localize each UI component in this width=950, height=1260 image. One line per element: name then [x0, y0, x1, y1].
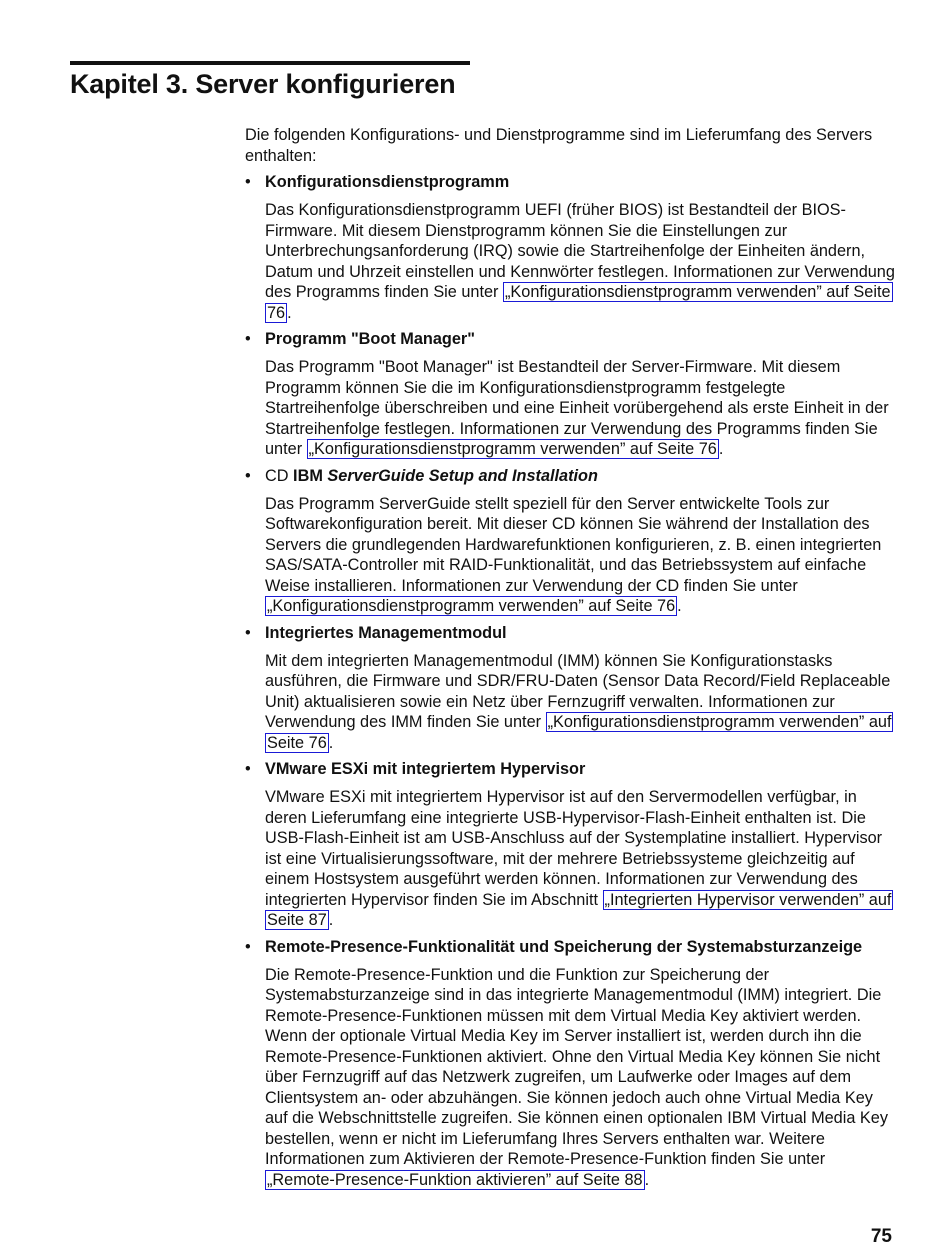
item-body-tail: . — [287, 303, 292, 322]
item-body — [265, 195, 895, 323]
item-body-text: Das Programm ServerGuide stellt speziell für den Server entwickelte Tools zur Softwarekonfiguration bereit. Mit dieser CD können Sie während der Installation des Servers die grundlegenden Hardwarefunktionen konfigurieren, z. B. einen integrierten SAS/SATA-Controller mit RAID-Funktionalität, und das Betriebssystem auf einfache Weise installieren. Informationen zur Verwendung der CD finden Sie unter — [265, 494, 882, 595]
list-item-imm — [245, 621, 895, 754]
item-body — [265, 489, 895, 617]
cross-reference-link[interactable]: „Integrierten Hypervisor verwenden” auf Seite 87 — [267, 890, 892, 929]
main-content — [245, 125, 895, 1194]
item-body-text: Das Konfigurationsdienstprogramm UEFI (früher BIOS) ist Bestandteil der BIOS-Firmware. Mit diesem Dienstprogramm können Sie die Einstellungen zur Unterbrechungsanforderung (IRQ) sowie die Startreihenfolge der Einheiten ändern, Datum und Uhrzeit einstellen und Kennwörter festlegen. Informationen zur Verwendung des Programms finden Sie unter — [265, 201, 895, 301]
cross-reference-link[interactable]: „Konfigurationsdienstprogramm verwenden” auf Seite 76 — [267, 597, 676, 615]
item-heading: Programm "Boot Manager" — [265, 330, 475, 348]
heading-product-title: ServerGuide Setup and Installation — [327, 466, 598, 485]
list-item-remote-presence — [245, 935, 895, 1191]
page-number: 75 — [870, 1226, 892, 1247]
item-body — [265, 646, 895, 754]
item-body-tail: . — [644, 1170, 650, 1189]
item-body-tail: . — [328, 911, 334, 929]
item-heading: Integriertes Managementmodul — [265, 623, 507, 642]
item-body-tail: . — [718, 440, 724, 458]
item-heading: Konfigurationsdienstprogramm — [265, 173, 510, 191]
item-body-text: Mit dem integrierten Managementmodul (IMM) können Sie Konfigurationstasks ausführen, die Firmware und SDR/FRU-Daten (Sensor Data Record/Field Replaceable Unit) aktualisieren sowie ein Netz über Fernzugriff verwalten. Informationen zur Verwendung des IMM finden Sie unter — [265, 651, 891, 731]
heading-brand: IBM — [293, 466, 328, 485]
bullet-icon: • — [245, 623, 251, 642]
bullet-icon: • — [245, 173, 251, 191]
item-heading — [265, 464, 895, 489]
item-body-tail: . — [328, 733, 334, 752]
bullet-icon: • — [245, 760, 251, 778]
item-heading: Remote-Presence-Funktionalität und Speicherung der Systemabsturzanzeige — [265, 937, 863, 956]
bullet-icon: • — [245, 937, 251, 956]
item-body-text: Das Programm "Boot Manager" ist Bestandteil der Server-Firmware. Mit diesem Programm können Sie die im Konfigurationsdienstprogramm festgelegte Startreihenfolge überschreiben und eine Einheit vorübergehend als erste Einheit in der Startreihenfolge festlegen. Informationen zur Verwendung des Programms finden Sie unter — [265, 358, 889, 458]
cross-reference-link[interactable]: „Konfigurationsdienstprogramm verwenden” auf Seite 76 — [267, 283, 891, 322]
utility-list — [245, 170, 895, 1190]
cross-reference-link[interactable]: „Konfigurationsdienstprogramm verwenden” auf Seite 76 — [267, 713, 892, 752]
item-body — [265, 782, 895, 931]
bullet-icon: • — [245, 466, 251, 485]
item-body-text: Die Remote-Presence-Funktion und die Funktion zur Speicherung der Systemabsturzanzeige sind in das integrierte Managementmodul (IMM) integriert. Die Remote-Presence-Funktionen müssen mit dem Virtual Media Key aktiviert werden. Wenn der optionale Virtual Media Key im Server installiert ist, werden durch ihn die Remote-Presence-Funktionen aktiviert. Ohne den Virtual Media Key können Sie nicht über Fernzugriff auf das Netzwerk zugreifen, um Laufwerke oder Images auf dem Clientsystem an- oder abzuhängen. Sie können jedoch auch ohne Virtual Media Key auf die Webschnittstelle zugreifen. Sie können einen optionalen IBM Virtual Media Key bestellen, wenn er nicht im Lieferumfang Ihres Servers enthalten war. Weitere Informationen zum Aktivieren der Remote-Presence-Funktion finden Sie unter — [265, 965, 888, 1168]
list-item-setup-utility — [245, 170, 895, 323]
cross-reference-link[interactable]: „Remote-Presence-Funktion aktivieren” auf Seite 88 — [267, 1170, 643, 1189]
item-body-text: VMware ESXi mit integriertem Hypervisor ist auf den Servermodellen verfügbar, in deren Lieferumfang eine integrierte USB-Hypervisor-Flash-Einheit enthalten ist. Die USB-Flash-Einheit ist am USB-Anschluss auf der Systemplatine installiert. Hypervisor ist eine Virtualisierungssoftware, mit der mehrere Betriebssysteme gleichzeitig auf einem Hostsystem ausgeführt werden können. Informationen zur Verwendung des integrierten Hypervisor finden Sie im Abschnitt — [265, 788, 883, 909]
item-body — [265, 352, 895, 460]
bullet-icon: • — [245, 330, 251, 348]
heading-prefix: CD — [265, 466, 294, 485]
chapter-title: Kapitel 3. Server konfigurieren — [70, 69, 456, 99]
item-body — [265, 960, 895, 1191]
cross-reference-link[interactable]: „Konfigurationsdienstprogramm verwenden” auf Seite 76 — [308, 440, 717, 458]
list-item-vmware-esxi — [245, 757, 895, 931]
item-body-tail: . — [677, 597, 682, 615]
chapter-rule — [70, 61, 470, 65]
item-heading: VMware ESXi mit integriertem Hypervisor — [265, 760, 586, 778]
list-item-boot-manager — [245, 327, 895, 460]
list-item-serverguide — [245, 464, 895, 617]
intro-paragraph: Die folgenden Konfigurations- und Dienstprogramme sind im Lieferumfang des Servers enthalten: — [245, 126, 873, 165]
